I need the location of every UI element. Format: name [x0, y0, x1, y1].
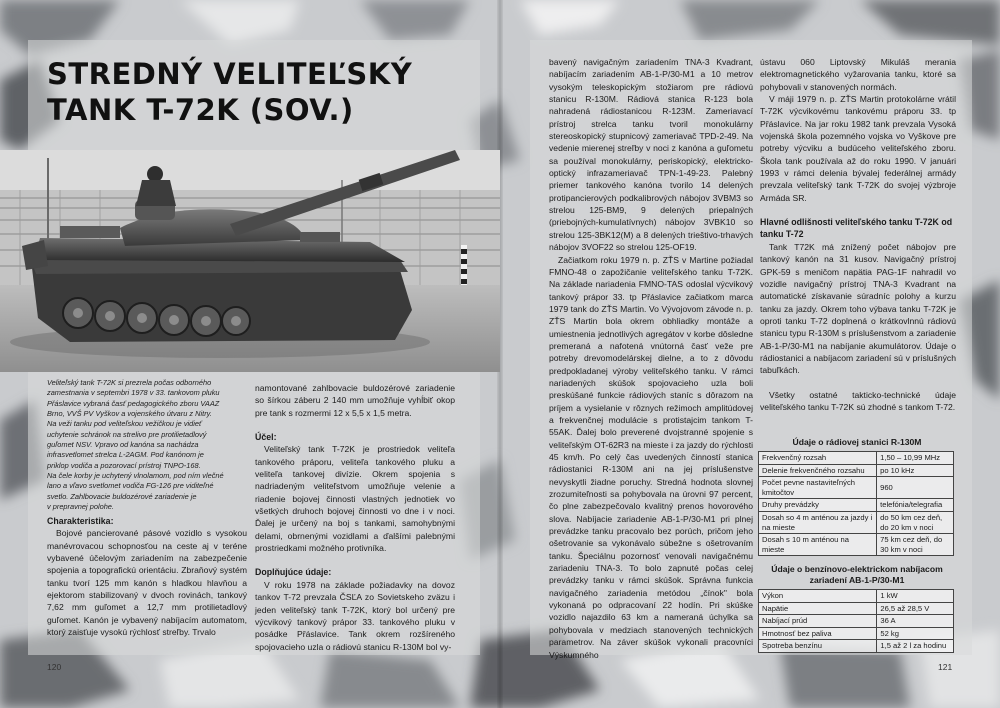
caption-line: uchytenie schránok na strelivo pre protilietadlový [47, 429, 207, 439]
table-cell-value: 75 km cez deň, do 30 km v noci [877, 534, 954, 556]
heading-additional-data: Doplňujúce údaje: [255, 567, 332, 578]
charger-table-title: Údaje o benzínovo-elektrickom nabíjacom zariadení AB-1-P/30-M1 [771, 564, 943, 585]
table-cell-value: 960 [877, 477, 954, 499]
table-cell-value: do 50 km cez deň, do 20 km v noci [877, 511, 954, 533]
caption-line: infrasvetlomet strelca L-2AGM. Pod kanónom je [47, 450, 204, 460]
paragraph-equipment: bavený navigačným zariadením TNA-3 Kvadrant, nabíjacím zariadením AB-1-P/30-M1 a 10 metrov vysokým teleskopickým stožiarom pre rádiovú stanicu R-130M. Rádiová stanica R-123 bola nahradená rádiostanicou R-123M. Zameriavací prístroj strelca tanku tvoril monokulárny stereoskopický stupnicový zameriavač TPD-2-49. Na vedenie mierenej streľby v noci z kanóna a guľometu sa používal monokulárny, periskopický, elektricko-optický infrazameriavač TPN-1-49-23. Palebný priemer tankového kanóna tvorilo 14 delených protipancierových podkalibrových nábojov 3VBM3 so strelou 125-BM9, 9 delených priepalných (priebojných-kumulatívnych) nábojov 3VBK10 so strelou 125-3BK12(M) a 8 delených trieštivo-trhavých nábojov 3VOF22 so strelou 125-OF19. [549, 57, 753, 253]
table-row [759, 615, 954, 628]
charger-table [758, 589, 954, 653]
table-cell-label: Druhy prevádzky [759, 499, 877, 512]
table-cell-label: Spotreba benzínu [759, 640, 877, 653]
caption-line: Na čele korby je uchytený vlnolamom, pod ním vlečné [47, 471, 224, 481]
column-characteristics [47, 515, 247, 638]
paragraph-service-history: V máji 1979 n. p. ZŤS Martin protokolárne vrátil T-72K výcvikovému tankovému práporu 33. tp Přáslavice. Na jar roku 1982 tank prevzala Vysoká vojenská škola pozemného vojska vo Vyškove pre potreby výcviku a budúceho veliteľského zboru. Škola tank používala až do roku 1990. V januári 1993 v rámci delenia bývalej federálnej armády prevzala veliteľský tank T-72K do svojej výzbroje Armáda SR. [760, 94, 956, 203]
caption-line: Veliteľský tank T-72K si prezrela počas odborného [47, 378, 212, 387]
page-number-left: 120 [47, 662, 62, 672]
caption-line: Na veži tanku pod veliteľskou vežičkou je vidieť [47, 419, 202, 429]
table-cell-label: Dosah s 10 m anténou na mieste [759, 534, 877, 556]
table-cell-value: po 10 kHz [877, 464, 954, 477]
table-cell-label: Hmotnosť bez paliva [759, 627, 877, 640]
table-row [759, 477, 954, 499]
table-row [759, 590, 954, 603]
radio-table-title: Údaje o rádiovej stanici R-130M [792, 437, 922, 447]
radio-table [758, 451, 954, 556]
tank-photo-illustration [0, 150, 500, 372]
table-row [759, 452, 954, 465]
heading-characteristics: Charakteristika: [47, 516, 114, 526]
caption-line: svetlo. Zahlbovacie buldozérové zariadenie je [47, 491, 197, 501]
table-cell-value: 1 kW [877, 590, 954, 603]
paragraph-other-data: Všetky ostatné takticko-technické údaje veliteľského tanku T-72K sú zhodné s tankom T-72. [760, 389, 956, 412]
paragraph-differences: Tank T72K má znížený počet nábojov pre tankový kanón na 31 kusov. Navigačný prístroj GPK-59 s meničom napätia PAG-1F nahradil vo vozidle navigačný prístroj TNA-3 Kvadrant na automatické získavanie súradníc polohy a kurzu tanku za jazdy. Okrem toho výbava tanku T-72K je oproti tanku T-72 doplnená o krátkovlnnú rádiovú stanicu typu R-130M s príslušenstvom a zariadenie AB-1-P/30-M1 na nabíjanie akumulátorov. Údaje o rádiostanici a nabíjacom zariadení sú v príslušných tabuľkách. [760, 241, 956, 376]
photo-caption [47, 378, 237, 512]
table-cell-value: 52 kg [877, 627, 954, 640]
paragraph-characteristics: Bojové pancierované pásové vozidlo s vysokou manévrovacou schopnosťou na ceste aj v teréne vybavené účelovým zariadením na zabezpečenie spojenia a topografickú orientáciu. Zbraňový systém tanku tvorí 125 mm kanón s hladkou hlavňou a ejektorom stabilizovaný v dvoch rovinách, tankový 7,62 mm guľomet a 12,7 mm protilietadlový guľomet. Kanón je vybavený nabíjacím automatom, ktorý zaisťuje vysokú rýchlosť streľby. Trvalo [47, 528, 247, 638]
table-cell-label: Nabíjací prúd [759, 615, 877, 628]
table-cell-label: Výkon [759, 590, 877, 603]
table-row [759, 534, 954, 556]
paragraph-testing: Začiatkom roku 1979 n. p. ZŤS v Martine požiadal FMNO-48 o zapožičanie veliteľského tanku T-72K. Na základe nariadenia FMNO-TAS odoslal výcvikový tankový prápor 33. tp Přáslavice začiatkom marca 1979 tank do ZŤS Martin. Vo Vývojovom závode n. p. ZŤS Martin bola okrem obhliadky montáže a umiestnenia jednotlivých agregátov v korbe dôsledne premeraná a nafotená vnútorná časť veže pre potreby drevomodelárskej dielne, a to z dôvodu predpokladanej výroby veliteľského tanku. V rámci nariadených skúšok spojovacieho uzla boli preskúšané funkcie rádiových staníc s dôrazom na príjem a vysielanie v rôznych režimoch amplitúdovej a frekvenčnej modulácie s protistajcim tankom T-55AK. Ďalej bolo preverené dvojstranné spojenie s veliteľským OT-62R3 na mieste i za jazdy do rýchlosti 45 km/h. Po celý čas uvedených činností stanica rádiostanici R-130M ani na jej príslušenstve nevyskytli žiadne poruchy. Stredná hodnota slovnej zrozumiteľnosti sa pohybovala na úrovni 97 percent, čo plne zabezpečovalo kvalitný prenos hovorového slova. Nabíjacie zariadenie AB-1-P/30-M1 pri plnej prevádzke tanku pracovalo bez porúch, pričom jeho ošetrovanie sa vykonávalo súbežne s ošetrovaním tanku. Špeciálnu pozornosť venovali navigačnému zariadeniu TNA-3. To bolo zapnuté počas celej prevádzky tanku v rámci skúšok. Správna funkcia navigačného zariadenia metódou „čínok" bola vykonaná po odpracovaní 22 hodín. Pri skúške vozidlo najazdilo 63 km a nameraná úchylka sa pohybovala v medziach stanovených technických parametrov. Na záver skúšok vykonali pracovníci Výskumného [549, 254, 753, 660]
page-title [47, 56, 412, 128]
table-cell-label: Dosah so 4 m anténou za jazdy i na mieste [759, 511, 877, 533]
table-cell-value: 36 A [877, 615, 954, 628]
table-row [759, 602, 954, 615]
table-cell-label: Napätie [759, 602, 877, 615]
heading-purpose: Účel: [255, 432, 277, 443]
column-differences [760, 56, 956, 413]
column-history [549, 56, 753, 661]
caption-line: zamestnania v septembri 1978 v 33. tankovom pluku [47, 388, 220, 398]
page-number-right: 121 [938, 662, 953, 672]
title-line-2: TANK T-72K (SOV.) [47, 93, 354, 127]
table-cell-value: 1,50 – 10,99 MHz [877, 452, 954, 465]
paragraph-additional-data: V roku 1978 na základe požiadavky na dovoz tankov T-72 prevzala ČSĽA zo Sovietskeho zväzu i jeden veliteľský tank T-72K, ktorý bol určený pre výcvikový tankový prápor 33. tankového pluku v posádke Přáslavice. Tank okrem rozšíreného spojovacieho uzla o rádiovú stanicu R-130M bol vy- [255, 579, 455, 652]
paragraph-emission: ústavu 060 Liptovský Mikuláš merania elektromagnetického vyžarovania tanku, ktoré sa pohybovali v stanovených normách. [760, 57, 956, 92]
table-row [759, 640, 954, 653]
table-cell-value: telefónia/telegrafia [877, 499, 954, 512]
table-cell-label: Frekvenčný rozsah [759, 452, 877, 465]
caption-line: lano a vľavo svetlomet vodiča FG-126 pre viditeľné [47, 481, 214, 491]
paragraph-purpose: Veliteľský tank T-72K je prostriedok veliteľa tankového práporu, veliteľa tankového pluku a veliteľa tankovej divízie. Okrem spojenia s nadriadeným veliteľstvom umožňuje velenie a riadenie bojovej činnosti vlastných jednotiek vo všetkých druhoch bojovej činnosti vo dne i v noci. Ďalej je určený na boj s tankami, samohybnými delami, obrnenými vozidlami a ďalšími palebnými prostriedkami možného protivníka. [255, 444, 455, 554]
caption-line: Přáslavice vybraná časť pedagogického zboru VAAZ [47, 398, 220, 408]
table-row [759, 627, 954, 640]
table-row [759, 511, 954, 533]
caption-line: Brno, VVŠ PV Vyškov a vojenského útvaru z Nitry. [47, 409, 212, 419]
title-line-1: STREDNÝ VELITEĽSKÝ [47, 57, 413, 91]
caption-line: priklop vodiča a pozorovací prístroj TNPO-168. [47, 460, 201, 470]
heading-main-differences: Hlavné odlišnosti veliteľského tanku T-72K od tanku T-72 [760, 217, 953, 240]
table-row [759, 464, 954, 477]
paragraph-dozer: namontované zahlbovacie buldozérové zariadenie so šírkou záberu 2 140 mm umožňuje vyhĺbiť okop pre tank s rozmermi 12 x 5,5 x 1,5 metra. [255, 383, 455, 418]
caption-line: v prepravnej polohe. [47, 502, 114, 512]
table-cell-value: 1,5 až 2 l za hodinu [877, 640, 954, 653]
tank-photo [0, 150, 500, 372]
column-purpose [255, 382, 455, 653]
table-row [759, 499, 954, 512]
table-cell-value: 26,5 až 28,5 V [877, 602, 954, 615]
table-cell-label: Počet pevne nastaviteľných kmitočtov [759, 477, 877, 499]
table-cell-label: Delenie frekvenčného rozsahu [759, 464, 877, 477]
caption-line: guľomet NSV. Vpravo od kanóna sa nachádza [47, 440, 199, 450]
